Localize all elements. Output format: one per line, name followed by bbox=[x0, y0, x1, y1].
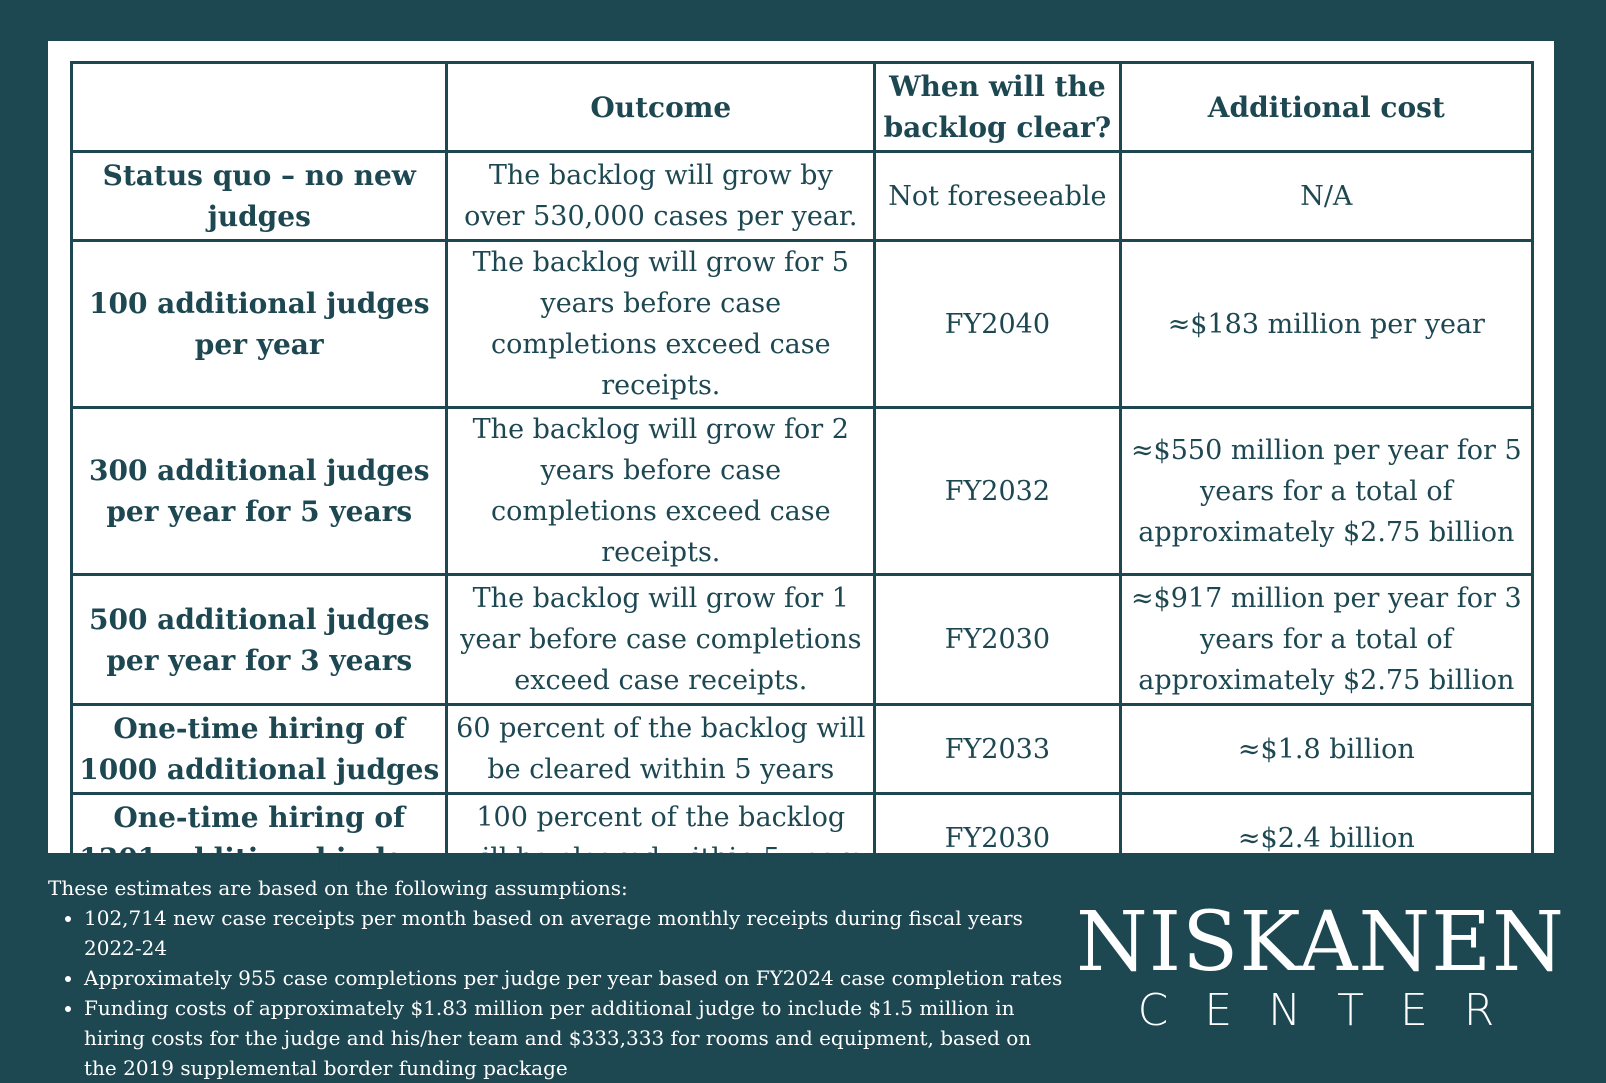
row-cost: ≈$917 million per year for 3 years for a total of approximately $2.75 billion bbox=[1120, 575, 1532, 705]
row-outcome: The backlog will grow for 1 year before case completions exceed case receipts. bbox=[447, 575, 875, 705]
row-cost: ≈$183 million per year bbox=[1120, 241, 1532, 408]
row-outcome: The backlog will grow by over 530,000 cases per year. bbox=[447, 152, 875, 241]
row-cost: ≈$1.8 billion bbox=[1120, 705, 1532, 794]
header-additional-cost: Additional cost bbox=[1120, 63, 1532, 152]
row-scenario: Status quo – no new judges bbox=[72, 152, 447, 241]
row-outcome: 100 percent of the backlog will be cleared within 5 years bbox=[447, 794, 875, 883]
logo-wordmark-top: NISKANEN bbox=[1076, 895, 1565, 990]
assumption-item: • Approximately 955 case completions per judge per year based on FY2024 case completion rates bbox=[84, 963, 1068, 993]
row-scenario: 300 additional judges per year for 5 years bbox=[72, 408, 447, 575]
header-when-clear: When will the backlog clear? bbox=[875, 63, 1121, 152]
niskanen-center-logo bbox=[1076, 895, 1565, 1038]
row-clear-year: FY2032 bbox=[875, 408, 1121, 575]
header-blank bbox=[72, 63, 447, 152]
row-scenario: 500 additional judges per year for 3 years bbox=[72, 575, 447, 705]
scenarios-table bbox=[70, 61, 1534, 884]
row-clear-year: FY2040 bbox=[875, 241, 1121, 408]
row-cost: N/A bbox=[1120, 152, 1532, 241]
row-outcome: The backlog will grow for 5 years before case completions exceed case receipts. bbox=[447, 241, 875, 408]
row-clear-year: FY2033 bbox=[875, 705, 1121, 794]
table-row bbox=[72, 152, 1533, 241]
row-outcome: The backlog will grow for 2 years before case completions exceed case receipts. bbox=[447, 408, 875, 575]
table-row bbox=[72, 408, 1533, 575]
row-scenario: 100 additional judges per year bbox=[72, 241, 447, 408]
row-clear-year: FY2030 bbox=[875, 794, 1121, 883]
row-scenario: One-time hiring of 1301 additional judges bbox=[72, 794, 447, 883]
assumption-item: • Funding costs of approximately $1.83 million per additional judge to include $1.5 million in hiring costs for the judge and his/her team and $333,333 for rooms and equipment, based on the 2019 supplemental border funding package bbox=[84, 993, 1068, 1083]
header-row bbox=[72, 63, 1533, 152]
table-row bbox=[72, 241, 1533, 408]
table-row bbox=[72, 575, 1533, 705]
table-row bbox=[72, 705, 1533, 794]
table-panel bbox=[48, 41, 1554, 875]
assumptions-list bbox=[48, 903, 1068, 1083]
row-clear-year: FY2030 bbox=[875, 575, 1121, 705]
row-outcome: 60 percent of the backlog will be cleared within 5 years bbox=[447, 705, 875, 794]
row-clear-year: Not foreseeable bbox=[875, 152, 1121, 241]
assumption-item: • 102,714 new case receipts per month based on average monthly receipts during fiscal years 2022-24 bbox=[84, 903, 1068, 963]
assumptions-intro: These estimates are based on the following assumptions: bbox=[48, 876, 628, 900]
logo-wordmark-bottom: CENTER bbox=[1137, 985, 1531, 1036]
row-cost: ≈$2.4 billion bbox=[1120, 794, 1532, 883]
row-cost: ≈$550 million per year for 5 years for a total of approximately $2.75 billion bbox=[1120, 408, 1532, 575]
table-row bbox=[72, 794, 1533, 883]
header-outcome: Outcome bbox=[447, 63, 875, 152]
row-scenario: One-time hiring of 1000 additional judges bbox=[72, 705, 447, 794]
assumptions-note bbox=[48, 873, 1068, 1083]
